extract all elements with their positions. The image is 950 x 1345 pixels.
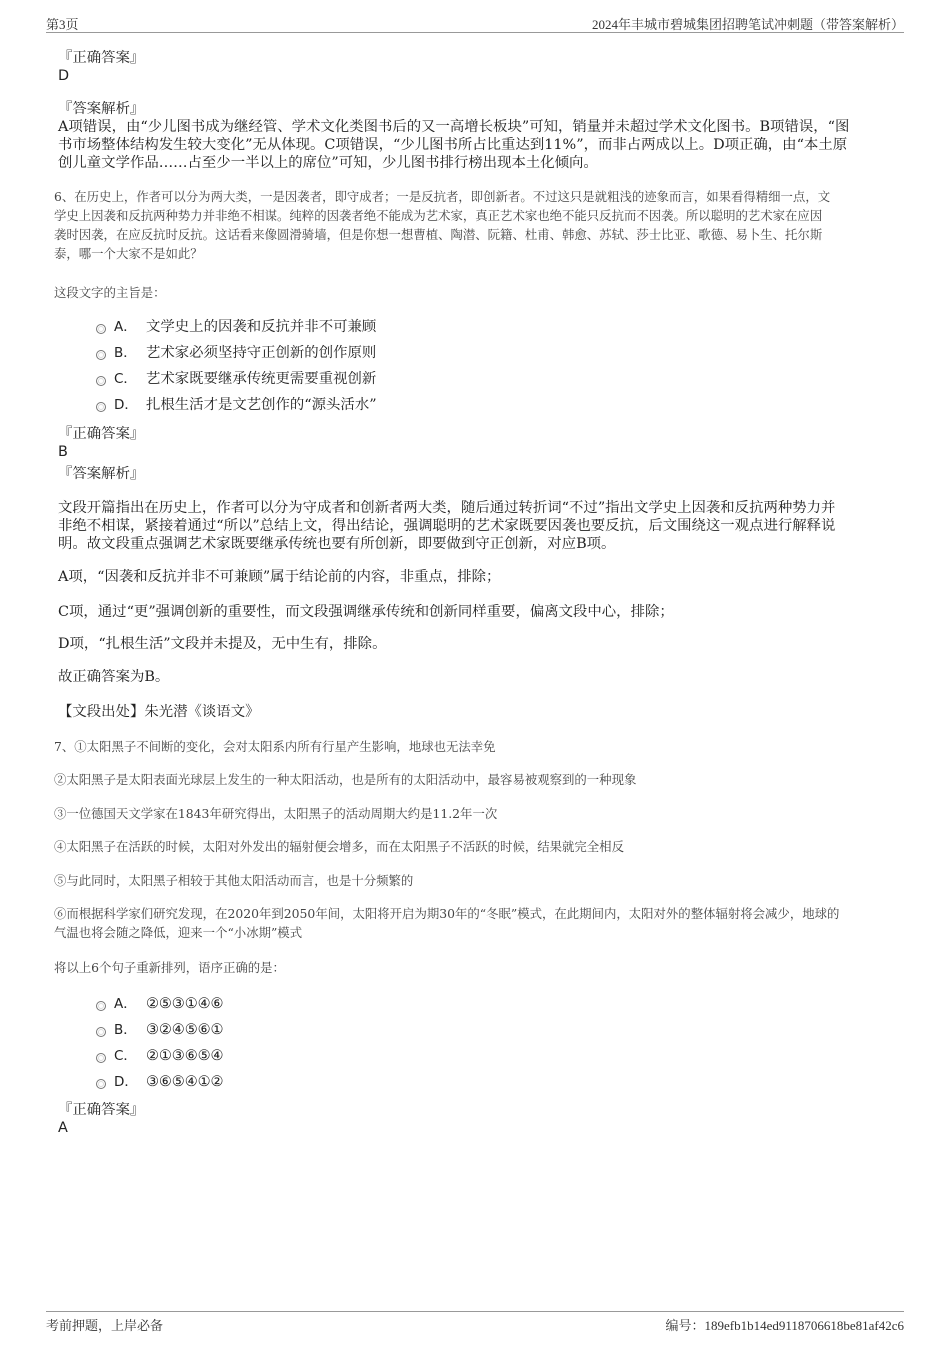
radio-icon[interactable]: [96, 1027, 106, 1037]
q5-answer-label: 『正确答案』: [58, 50, 145, 66]
q7-sentence: 7、①太阳黑子不间断的变化，会对太阳系内所有行星产生影响，地球也无法幸免: [54, 739, 496, 754]
q7-sentence-6-line: ⑥而根据科学家们研究发现，在2020年到2050年间，太阳将开启为期30年的“冬眠”模式，在此期间内，太阳对外的整体辐射将会减少，地球的: [54, 906, 840, 921]
q6-conclusion: 故正确答案为B。: [58, 669, 170, 685]
q6-option-a[interactable]: A． 文学史上的因袭和反抗并非不可兼顾: [96, 317, 376, 337]
q7-option-b[interactable]: B． ③②④⑤⑥①: [96, 1020, 223, 1040]
q7-prompt: 将以上6个句子重新排列，语序正确的是：: [54, 960, 285, 975]
document-title: 2024年丰城市碧城集团招聘笔试冲刺题（带答案解析）: [591, 17, 904, 32]
q7-option-d[interactable]: D． ③⑥⑤④①②: [96, 1072, 223, 1092]
q5-analysis-line: A项错误，由“少儿图书成为继经管、学术文化类图书后的又一高增长板块”可知，销量并未超过学术文化图书。B项错误，“图: [58, 119, 850, 135]
q6-option-c[interactable]: C． 艺术家既要继承传统更需要重视创新: [96, 369, 376, 389]
q6-stem-line: 6、在历史上，作者可以分为两大类，一是因袭者，即守成者；一是反抗者，即创新者。不过这只是就粗浅的迹象而言，如果看得精细一点，文: [54, 189, 831, 204]
q6-option-d[interactable]: D． 扎根生活才是文艺创作的“源头活水”: [96, 395, 377, 415]
q6-analysis-line: 明。故文段重点强调艺术家既要继承传统也要有所创新，即要做到守正创新，对应B项。: [58, 536, 616, 552]
radio-icon[interactable]: [96, 402, 106, 412]
radio-icon[interactable]: [96, 1001, 106, 1011]
q7-sentence: ②太阳黑子是太阳表面光球层上发生的一种太阳活动，也是所有的太阳活动中，最容易被观察到的一种现象: [54, 772, 637, 787]
radio-icon[interactable]: [96, 376, 106, 386]
q6-stem-line: 袭时因袭，在应反抗时反抗。这话看来像圆滑骑墙，但是你想一想曹植、陶潜、阮籍、杜甫、韩愈、苏轼、莎士比亚、歌德、易卜生、托尔斯: [54, 227, 823, 242]
q7-sentence: ⑤与此同时，太阳黑子相较于其他太阳活动而言，也是十分频繁的: [54, 873, 414, 888]
q6-analysis-line: 非绝不相谋，紧接着通过“所以”总结上文，得出结论，强调聪明的艺术家既要因袭也要反抗，后文围绕这一观点进行解释说: [58, 518, 836, 534]
q5-analysis-label: 『答案解析』: [58, 101, 145, 117]
radio-icon[interactable]: [96, 350, 106, 360]
q7-answer: A: [58, 1120, 68, 1136]
q6-analysis-a: A项，“因袭和反抗并非不可兼顾”属于结论前的内容，非重点，排除；: [58, 569, 501, 585]
q5-analysis-line: 书市场整体结构发生较大变化”无从体现。C项错误，“少儿图书所占比重达到11%”，而非占两成以上。D项正确，由“本土原: [58, 137, 848, 153]
page-number: 第3页: [46, 17, 79, 32]
radio-icon[interactable]: [96, 1079, 106, 1089]
q6-prompt: 这段文字的主旨是：: [54, 285, 166, 300]
q6-analysis-line: 文段开篇指出在历史上，作者可以分为守成者和创新者两大类，随后通过转折词“不过”指出文学史上因袭和反抗两种势力并: [58, 500, 836, 516]
q7-option-c[interactable]: C． ②①③⑥⑤④: [96, 1046, 223, 1066]
q5-analysis-line: 创儿童文学作品……占至少一半以上的席位”可知，少儿图书排行榜出现本土化倾向。: [58, 155, 598, 171]
q6-analysis-d: D项，“扎根生活”文段并未提及，无中生有，排除。: [58, 636, 387, 652]
radio-icon[interactable]: [96, 1053, 106, 1063]
q6-stem-line: 学史上因袭和反抗两种势力并非绝不相谋。纯粹的因袭者绝不能成为艺术家，真正艺术家也绝不能只反抗而不因袭。所以聪明的艺术家在应因: [54, 208, 823, 223]
page-header: [46, 14, 904, 33]
page-footer: [46, 1311, 904, 1334]
q6-stem-line: 泰，哪一个大家不是如此？: [54, 246, 203, 261]
q6-answer-label: 『正确答案』: [58, 426, 145, 442]
document-id: 编号：189efb1b14ed9118706618be81af42c6: [665, 1318, 904, 1333]
q6-analysis-c: C项，通过“更”强调创新的重要性，而文段强调继承传统和创新同样重要，偏离文段中心，排除；: [58, 604, 674, 620]
q7-sentence: ③一位德国天文学家在1843年研究得出，太阳黑子的活动周期大约是11.2年一次: [54, 806, 498, 821]
q6-option-b[interactable]: B． 艺术家必须坚持守正创新的创作原则: [96, 343, 376, 363]
q6-answer: B: [58, 444, 68, 460]
q7-option-a[interactable]: A． ②⑤③①④⑥: [96, 994, 223, 1014]
q7-sentence-6-line: 气温也将会随之降低，迎来一个“小冰期”模式: [54, 925, 303, 940]
q5-answer: D: [58, 68, 70, 84]
q7-answer-label: 『正确答案』: [58, 1102, 145, 1118]
q6-analysis-label: 『答案解析』: [58, 466, 145, 482]
radio-icon[interactable]: [96, 324, 106, 334]
q7-sentence: ④太阳黑子在活跃的时候，太阳对外发出的辐射便会增多，而在太阳黑子不活跃的时候，结果就完全相反: [54, 839, 624, 854]
footer-slogan: 考前押题，上岸必备: [46, 1318, 164, 1333]
q6-source: 【文段出处】朱光潜《谈语文》: [58, 704, 260, 720]
